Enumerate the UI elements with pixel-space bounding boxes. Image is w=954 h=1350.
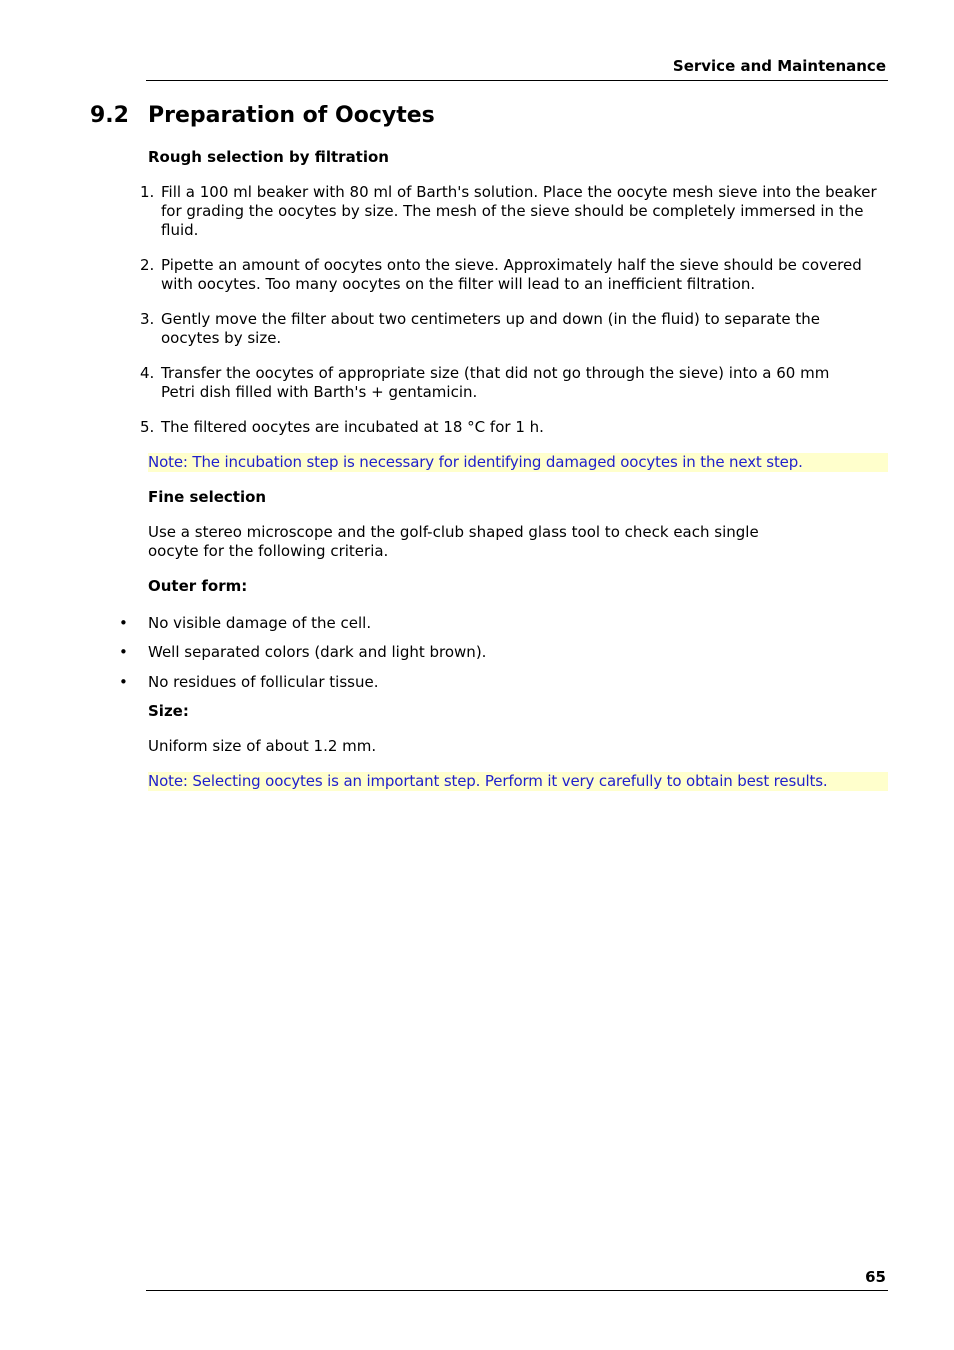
step-text: Transfer the oocytes of appropriate size (that did not go through the sieve) into a 60 mm Petri dish filled with Barth's + gentamicin. xyxy=(161,364,830,401)
running-header: Service and Maintenance xyxy=(672,57,886,75)
bullet-text: Well separated colors (dark and light brown). xyxy=(148,643,487,661)
note-incubation: Note: The incubation step is necessary for identifying damaged oocytes in the next step. xyxy=(148,453,888,472)
subheading-size: Size: xyxy=(148,702,189,720)
bullet-icon: • xyxy=(119,673,128,691)
step-number: 3. xyxy=(140,310,155,328)
list-item xyxy=(140,364,888,402)
step-text: Pipette an amount of oocytes onto the sieve. Approximately half the sieve should be covered with oocytes. Too many oocytes on the filter will lead to an inefficient filtration. xyxy=(161,256,862,293)
size-text: Uniform size of about 1.2 mm. xyxy=(148,737,377,755)
step-number: 1. xyxy=(140,183,155,201)
note-selecting: Note: Selecting oocytes is an important step. Perform it very carefully to obtain best results. xyxy=(148,772,888,791)
section-heading xyxy=(90,103,435,128)
section-title: Preparation of Oocytes xyxy=(148,103,435,128)
bullet-icon: • xyxy=(119,614,128,632)
fine-selection-intro: Use a stereo microscope and the golf-club shaped glass tool to check each single oocyte for the following criteria. xyxy=(148,523,759,560)
subheading-fine-selection: Fine selection xyxy=(148,488,267,506)
bullet-text: No residues of follicular tissue. xyxy=(148,673,379,691)
bullet-icon: • xyxy=(119,643,128,661)
step-number: 2. xyxy=(140,256,155,274)
list-item xyxy=(119,643,888,662)
steps-list xyxy=(140,183,888,437)
list-item xyxy=(140,256,888,294)
step-text: Fill a 100 ml beaker with 80 ml of Barth's solution. Place the oocyte mesh sieve into the beaker for grading the oocytes by size. The mesh of the sieve should be completely immersed in the fluid. xyxy=(161,183,877,239)
step-text: Gently move the filter about two centimeters up and down (in the fluid) to separate the oocytes by size. xyxy=(161,310,821,347)
list-item xyxy=(140,183,888,240)
main-content xyxy=(119,148,888,791)
outer-form-list xyxy=(119,614,888,692)
subheading-outer-form: Outer form: xyxy=(148,577,248,595)
list-item xyxy=(119,673,888,692)
step-number: 4. xyxy=(140,364,155,382)
subheading-rough-selection: Rough selection by filtration xyxy=(148,148,389,166)
bullet-text: No visible damage of the cell. xyxy=(148,614,372,632)
list-item xyxy=(140,418,888,437)
section-number: 9.2 xyxy=(90,103,129,128)
list-item xyxy=(119,614,888,633)
list-item xyxy=(140,310,888,348)
step-text: The filtered oocytes are incubated at 18 °C for 1 h. xyxy=(161,418,544,436)
step-number: 5. xyxy=(140,418,155,436)
footer-rule xyxy=(146,1290,888,1291)
header-rule xyxy=(146,80,888,81)
page-number: 65 xyxy=(865,1268,886,1286)
